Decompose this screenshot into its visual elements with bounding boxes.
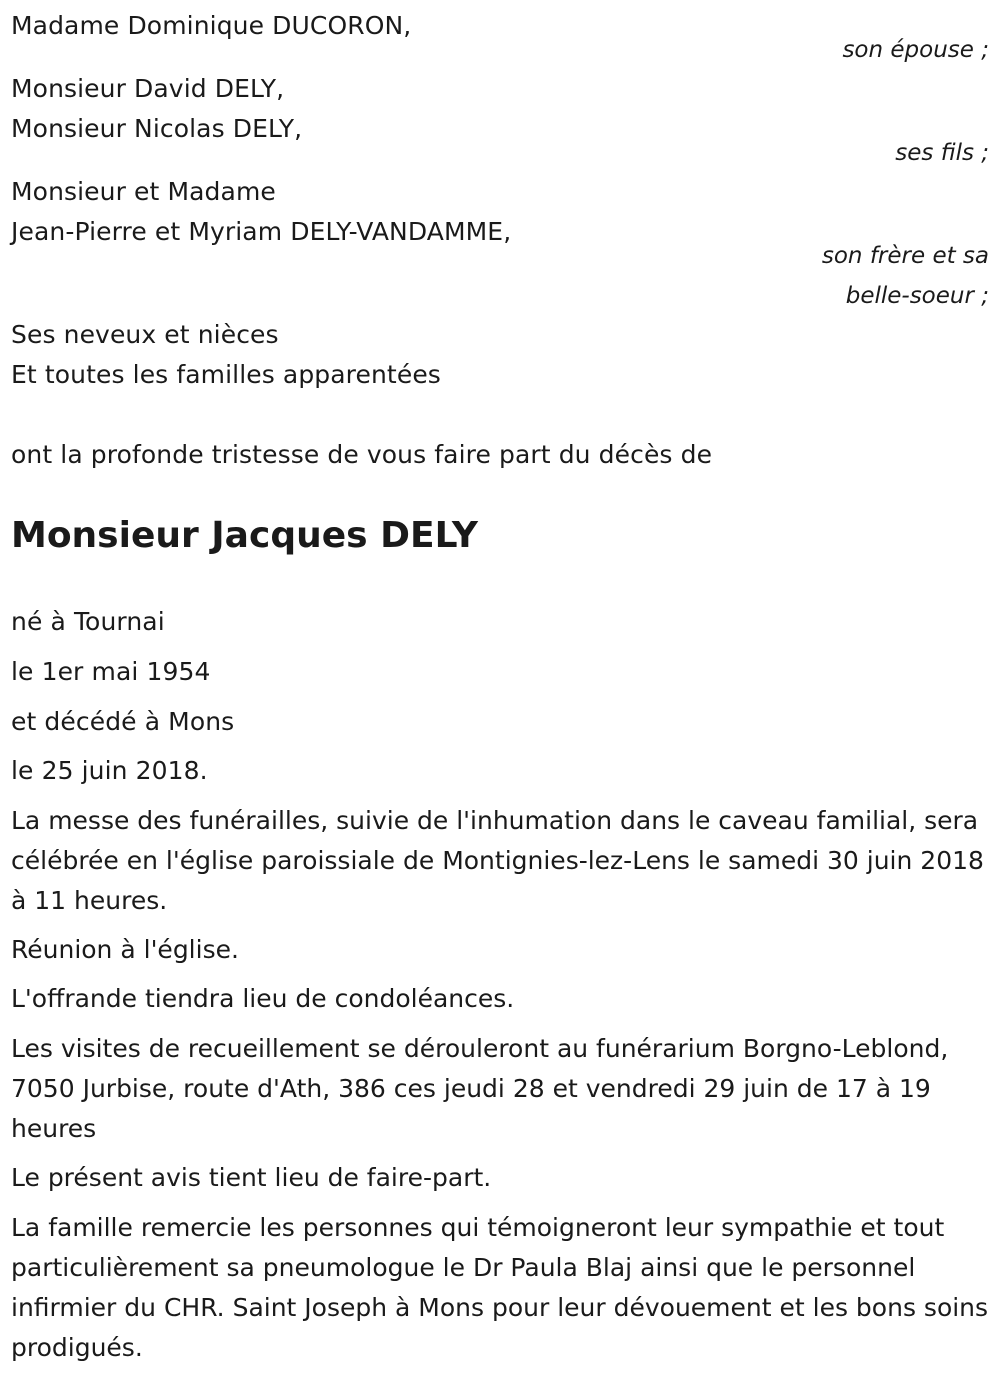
son-name: Monsieur Nicolas DELY, bbox=[11, 114, 303, 143]
notice-paragraph: Le présent avis tient lieu de faire-part. bbox=[11, 1163, 492, 1192]
families-line: Et toutes les familles apparentées bbox=[11, 360, 441, 389]
sons-relation: ses fils ; bbox=[895, 140, 989, 166]
son-name: Monsieur David DELY, bbox=[11, 74, 285, 103]
birth-date: le 1er mai 1954 bbox=[11, 657, 211, 686]
brother-names-line-1: Monsieur et Madame bbox=[11, 177, 276, 206]
death-date: le 25 juin 2018. bbox=[11, 756, 208, 785]
spouse-name: Madame Dominique DUCORON, bbox=[11, 11, 412, 40]
deceased-name: Monsieur Jacques DELY bbox=[11, 515, 478, 556]
meeting-paragraph: Réunion à l'église. bbox=[11, 935, 239, 964]
brother-relation-line-1: son frère et sa bbox=[821, 243, 989, 269]
death-place: et décédé à Mons bbox=[11, 707, 235, 736]
nephews-line: Ses neveux et nièces bbox=[11, 320, 279, 349]
funeral-paragraph: La messe des funérailles, suivie de l'inhumation dans le caveau familial, sera célébrée en l'église paroissiale de Montignies-lez-Lens le samedi 30 juin 2018 à 11 heures. bbox=[11, 806, 984, 915]
brother-names-line-2: Jean-Pierre et Myriam DELY-VANDAMME, bbox=[11, 217, 512, 246]
offering-paragraph: L'offrande tiendra lieu de condoléances. bbox=[11, 984, 515, 1013]
birth-place: né à Tournai bbox=[11, 607, 165, 636]
thanks-paragraph: La famille remercie les personnes qui témoigneront leur sympathie et tout particulièrement sa pneumologue le Dr Paula Blaj ainsi que le personnel infirmier du CHR. Saint Joseph à Mons pour leur dévouement et les bons soins prodigués. bbox=[11, 1213, 989, 1362]
brother-relation-line-2: belle-soeur ; bbox=[845, 283, 989, 309]
visits-paragraph: Les visites de recueillement se dérouleront au funérarium Borgno-Leblond, 7050 Jurbise, route d'Ath, 386 ces jeudi 28 et vendredi 29 juin de 17 à 19 heures bbox=[11, 1034, 949, 1143]
announcement: ont la profonde tristesse de vous faire part du décès de bbox=[11, 440, 713, 469]
spouse-relation: son épouse ; bbox=[842, 37, 989, 63]
